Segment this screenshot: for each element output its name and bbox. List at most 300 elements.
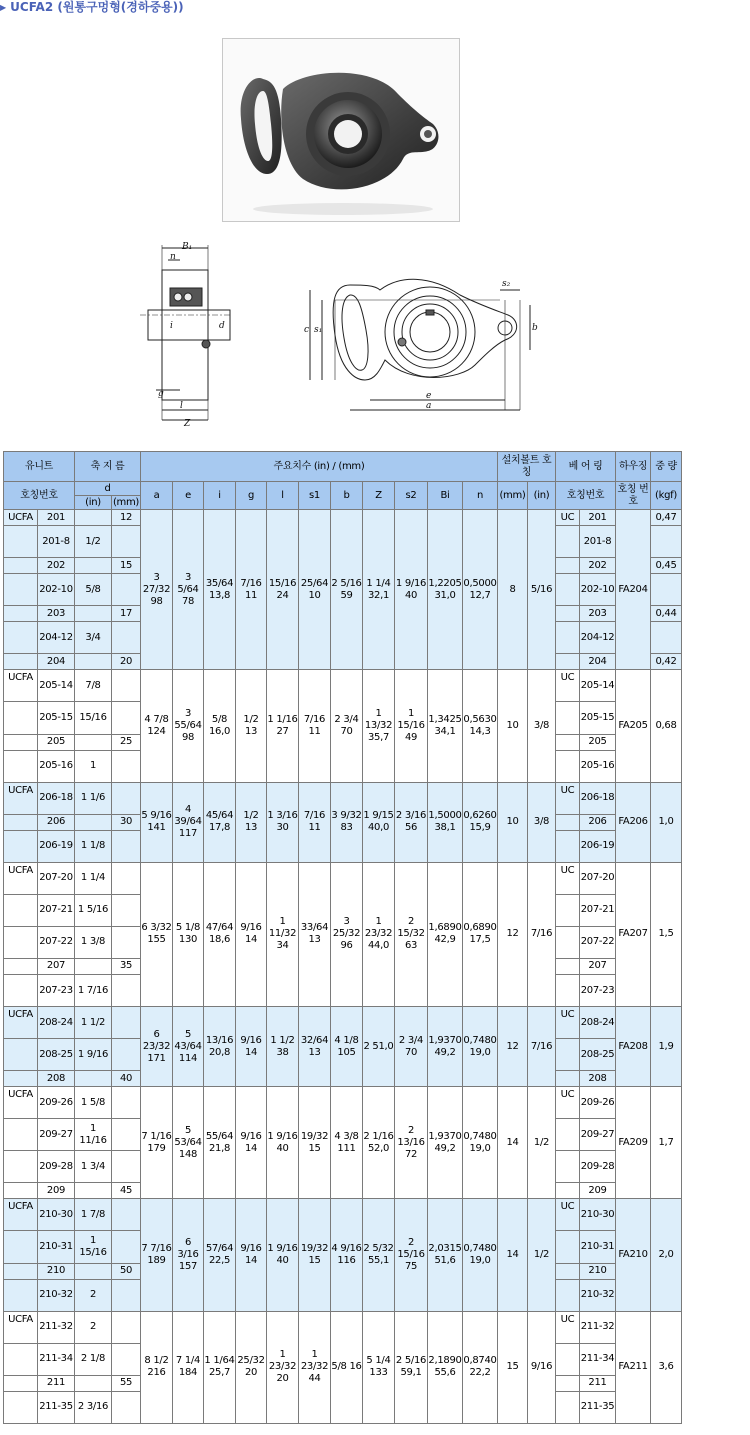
shaft-mm-cell — [112, 1391, 141, 1423]
dim-b-cell: 3 9/32 83 — [331, 782, 363, 862]
unit-prefix-cell — [4, 750, 38, 782]
weight-cell — [651, 526, 682, 558]
shaft-in-cell: 2 — [75, 1279, 112, 1311]
dim-s1-cell: 7/16 11 — [299, 782, 331, 862]
bearing-number-cell: 208-25 — [580, 1039, 616, 1071]
unit-number-cell: 201 — [38, 510, 75, 526]
bearing-prefix-cell: UC — [556, 1007, 580, 1039]
bearing-number-cell: 211-32 — [580, 1311, 616, 1343]
dim-g-cell: 9/16 14 — [236, 1199, 267, 1311]
unit-prefix-cell: UCFA — [4, 510, 38, 526]
unit-prefix-cell — [4, 926, 38, 958]
bearing-prefix-cell — [556, 1343, 580, 1375]
dim-z-cell: 2 1/16 52,0 — [363, 1087, 395, 1199]
bearing-number-cell: 206-18 — [580, 782, 616, 814]
dim-i-cell: 35/64 13,8 — [204, 510, 236, 670]
bearing-prefix-cell: UC — [556, 1087, 580, 1119]
shaft-mm-cell: 20 — [112, 654, 141, 670]
bearing-prefix-cell — [556, 1263, 580, 1279]
shaft-mm-cell — [112, 1311, 141, 1343]
unit-number-cell: 202 — [38, 558, 75, 574]
dim-i-cell: 1 1/64 25,7 — [204, 1311, 236, 1423]
label-z: Z — [184, 419, 191, 429]
dim-i-cell: 13/16 20,8 — [204, 1007, 236, 1087]
dim-s2-cell: 2 5/16 59,1 — [395, 1311, 428, 1423]
unit-number-cell: 208-24 — [38, 1007, 75, 1039]
shaft-mm-cell: 55 — [112, 1375, 141, 1391]
dim-z-cell: 1 1/4 32,1 — [363, 510, 395, 670]
unit-prefix-cell — [4, 734, 38, 750]
header-dim-bi: Bi — [428, 482, 463, 510]
shaft-mm-cell — [112, 750, 141, 782]
bolt-in-cell: 3/8 — [528, 670, 556, 782]
dim-g-cell: 25/32 20 — [236, 1311, 267, 1423]
header-dim-a: a — [141, 482, 173, 510]
dim-s2-cell: 1 15/16 49 — [395, 670, 428, 782]
table-row — [4, 1311, 682, 1343]
shaft-mm-cell: 15 — [112, 558, 141, 574]
bearing-prefix-cell — [556, 1375, 580, 1391]
unit-prefix-cell: UCFA — [4, 670, 38, 702]
weight-cell: 3,6 — [651, 1311, 682, 1423]
bearing-prefix-cell — [556, 830, 580, 862]
bearing-number-cell: 208-24 — [580, 1007, 616, 1039]
bearing-prefix-cell: UC — [556, 1311, 580, 1343]
shaft-mm-cell — [112, 1119, 141, 1151]
dim-z-cell: 1 13/32 35,7 — [363, 670, 395, 782]
bolt-in-cell: 7/16 — [528, 1007, 556, 1087]
bearing-number-cell: 209-27 — [580, 1119, 616, 1151]
dim-b-cell: 3 25/32 96 — [331, 862, 363, 1006]
bearing-number-cell: 207-22 — [580, 926, 616, 958]
unit-prefix-cell: UCFA — [4, 1199, 38, 1231]
unit-number-cell: 207-23 — [38, 974, 75, 1006]
dim-b-cell: 4 9/16 116 — [331, 1199, 363, 1311]
bearing-number-cell: 205-15 — [580, 702, 616, 734]
dim-s1-cell: 25/64 10 — [299, 510, 331, 670]
bearing-prefix-cell: UC — [556, 510, 580, 526]
dim-s1-cell: 33/64 13 — [299, 862, 331, 1006]
unit-number-cell: 205-16 — [38, 750, 75, 782]
dim-z-cell: 2 5/32 55,1 — [363, 1199, 395, 1311]
shaft-mm-cell — [112, 1039, 141, 1071]
dim-g-cell: 9/16 14 — [236, 1087, 267, 1199]
housing-cell: FA204 — [616, 510, 651, 670]
shaft-mm-cell — [112, 1343, 141, 1375]
unit-number-cell: 210 — [38, 1263, 75, 1279]
header-weight-unit: (kgf) — [651, 482, 682, 510]
unit-number-cell: 209-26 — [38, 1087, 75, 1119]
dim-e-cell: 3 5/64 78 — [173, 510, 204, 670]
shaft-in-cell — [75, 1183, 112, 1199]
header-dim-e: e — [173, 482, 204, 510]
bearing-number-cell: 201 — [580, 510, 616, 526]
header-bolt-in: (in) — [528, 482, 556, 510]
shaft-mm-cell — [112, 526, 141, 558]
label-n: n — [170, 252, 176, 262]
shaft-mm-cell: 45 — [112, 1183, 141, 1199]
bearing-prefix-cell — [556, 1391, 580, 1423]
bolt-mm-cell: 12 — [498, 862, 528, 1006]
header-weight: 중 량 — [651, 452, 682, 482]
unit-number-cell: 210-32 — [38, 1279, 75, 1311]
shaft-in-cell: 1 9/16 — [75, 1039, 112, 1071]
bearing-prefix-cell — [556, 958, 580, 974]
shaft-in-cell: 1 11/16 — [75, 1119, 112, 1151]
dim-bi-cell: 1,6890 42,9 — [428, 862, 463, 1006]
dim-e-cell: 5 53/64 148 — [173, 1087, 204, 1199]
bolt-in-cell: 3/8 — [528, 782, 556, 862]
shaft-in-cell — [75, 1375, 112, 1391]
unit-prefix-cell — [4, 558, 38, 574]
table-row — [4, 510, 682, 526]
shaft-mm-cell — [112, 1231, 141, 1263]
shaft-mm-cell: 50 — [112, 1263, 141, 1279]
housing-cell: FA205 — [616, 670, 651, 782]
dim-l-cell: 1 23/32 20 — [267, 1311, 299, 1423]
unit-prefix-cell — [4, 1343, 38, 1375]
header-dim-n: n — [463, 482, 498, 510]
shaft-mm-cell — [112, 622, 141, 654]
dim-i-cell: 45/64 17,8 — [204, 782, 236, 862]
bearing-prefix-cell — [556, 1071, 580, 1087]
unit-number-cell: 208-25 — [38, 1039, 75, 1071]
bearing-number-cell: 209-26 — [580, 1087, 616, 1119]
bearing-number-cell: 202-10 — [580, 574, 616, 606]
header-bearing-number: 호칭번호 — [556, 482, 616, 510]
bearing-prefix-cell — [556, 750, 580, 782]
shaft-in-cell: 1 5/16 — [75, 894, 112, 926]
unit-number-cell: 209 — [38, 1183, 75, 1199]
unit-number-cell: 202-10 — [38, 574, 75, 606]
unit-prefix-cell — [4, 958, 38, 974]
header-bearing: 베 어 링 — [556, 452, 616, 482]
bearing-number-cell: 202 — [580, 558, 616, 574]
shaft-in-cell: 1 5/8 — [75, 1087, 112, 1119]
label-s2: s₂ — [502, 279, 511, 289]
dim-g-cell: 1/2 13 — [236, 782, 267, 862]
unit-number-cell: 206-19 — [38, 830, 75, 862]
dim-bi-cell: 1,9370 49,2 — [428, 1087, 463, 1199]
shaft-in-cell — [75, 654, 112, 670]
bearing-prefix-cell — [556, 1183, 580, 1199]
unit-number-cell: 211-34 — [38, 1343, 75, 1375]
housing-cell: FA207 — [616, 862, 651, 1006]
dimension-drawing — [130, 240, 550, 430]
unit-prefix-cell — [4, 654, 38, 670]
unit-prefix-cell: UCFA — [4, 862, 38, 894]
dim-a-cell: 8 1/2 216 — [141, 1311, 173, 1423]
bearing-prefix-cell — [556, 1119, 580, 1151]
shaft-mm-cell: 30 — [112, 814, 141, 830]
weight-cell: 0,45 — [651, 558, 682, 574]
shaft-mm-cell — [112, 926, 141, 958]
bolt-in-cell: 7/16 — [528, 862, 556, 1006]
unit-number-cell: 205-14 — [38, 670, 75, 702]
bearing-prefix-cell — [556, 1231, 580, 1263]
bearing-number-cell: 205-16 — [580, 750, 616, 782]
bearing-prefix-cell — [556, 1039, 580, 1071]
bearing-prefix-cell — [556, 702, 580, 734]
dim-g-cell: 9/16 14 — [236, 862, 267, 1006]
header-d: d — [75, 482, 141, 496]
shaft-in-cell — [75, 958, 112, 974]
bearing-prefix-cell — [556, 1279, 580, 1311]
header-unit-number: 호칭번호 — [4, 482, 75, 510]
unit-number-cell: 201-8 — [38, 526, 75, 558]
unit-prefix-cell — [4, 1375, 38, 1391]
dim-g-cell: 7/16 11 — [236, 510, 267, 670]
dim-n-cell: 0,7480 19,0 — [463, 1087, 498, 1199]
dim-l-cell: 1 1/2 38 — [267, 1007, 299, 1087]
dim-bi-cell: 1,5000 38,1 — [428, 782, 463, 862]
shaft-in-cell — [75, 814, 112, 830]
dim-i-cell: 47/64 18,6 — [204, 862, 236, 1006]
bolt-in-cell: 5/16 — [528, 510, 556, 670]
unit-number-cell: 207-22 — [38, 926, 75, 958]
housing-cell: FA209 — [616, 1087, 651, 1199]
label-s1: s₁ — [314, 325, 323, 335]
unit-prefix-cell — [4, 622, 38, 654]
shaft-in-cell: 2 3/16 — [75, 1391, 112, 1423]
shaft-mm-cell: 25 — [112, 734, 141, 750]
unit-number-cell: 205-15 — [38, 702, 75, 734]
bearing-number-cell: 207-20 — [580, 862, 616, 894]
dim-g-cell: 9/16 14 — [236, 1007, 267, 1087]
bearing-prefix-cell — [556, 622, 580, 654]
dim-bi-cell: 1,3425 34,1 — [428, 670, 463, 782]
shaft-mm-cell — [112, 1087, 141, 1119]
dim-l-cell: 1 1/16 27 — [267, 670, 299, 782]
dim-s1-cell: 1 23/32 44 — [299, 1311, 331, 1423]
unit-prefix-cell — [4, 1039, 38, 1071]
dim-z-cell: 1 9/15 40,0 — [363, 782, 395, 862]
dim-n-cell: 0,6260 15,9 — [463, 782, 498, 862]
bearing-number-cell: 209-28 — [580, 1151, 616, 1183]
table-row — [4, 782, 682, 814]
dim-z-cell: 1 23/32 44,0 — [363, 862, 395, 1006]
bearing-number-cell: 206 — [580, 814, 616, 830]
bearing-number-cell: 210-31 — [580, 1231, 616, 1263]
header-d-mm: (mm) — [112, 496, 141, 510]
bearing-number-cell: 209 — [580, 1183, 616, 1199]
dim-n-cell: 0,7480 19,0 — [463, 1007, 498, 1087]
bearing-number-cell: 201-8 — [580, 526, 616, 558]
unit-number-cell: 207 — [38, 958, 75, 974]
bearing-prefix-cell — [556, 654, 580, 670]
shaft-in-cell: 1 — [75, 750, 112, 782]
unit-prefix-cell — [4, 526, 38, 558]
header-housing: 하우징 — [616, 452, 651, 482]
weight-cell: 1,7 — [651, 1087, 682, 1199]
header-dim-l: l — [267, 482, 299, 510]
shaft-in-cell: 15/16 — [75, 702, 112, 734]
dim-s2-cell: 1 9/16 40 — [395, 510, 428, 670]
dim-s1-cell: 7/16 11 — [299, 670, 331, 782]
shaft-mm-cell: 12 — [112, 510, 141, 526]
bearing-number-cell: 211 — [580, 1375, 616, 1391]
unit-number-cell: 210-30 — [38, 1199, 75, 1231]
unit-number-cell: 211 — [38, 1375, 75, 1391]
unit-number-cell: 211-32 — [38, 1311, 75, 1343]
header-d-in: (in) — [75, 496, 112, 510]
bearing-prefix-cell — [556, 574, 580, 606]
bearing-number-cell: 208 — [580, 1071, 616, 1087]
bearing-prefix-cell: UC — [556, 862, 580, 894]
unit-number-cell: 204 — [38, 654, 75, 670]
dim-g-cell: 1/2 13 — [236, 670, 267, 782]
label-e: e — [426, 391, 432, 401]
unit-number-cell: 208 — [38, 1071, 75, 1087]
weight-cell: 1,5 — [651, 862, 682, 1006]
table-row — [4, 1199, 682, 1231]
bearing-photo-illustration — [223, 39, 459, 221]
dim-bi-cell: 1,2205 31,0 — [428, 510, 463, 670]
table-row — [4, 670, 682, 702]
dim-s1-cell: 19/32 15 — [299, 1087, 331, 1199]
bearing-number-cell: 203 — [580, 606, 616, 622]
unit-prefix-cell: UCFA — [4, 1087, 38, 1119]
bearing-number-cell: 211-35 — [580, 1391, 616, 1423]
shaft-in-cell: 3/4 — [75, 622, 112, 654]
dim-s2-cell: 2 3/4 70 — [395, 1007, 428, 1087]
unit-prefix-cell — [4, 1231, 38, 1263]
housing-cell: FA210 — [616, 1199, 651, 1311]
header-housing-number: 호칭 번호 — [616, 482, 651, 510]
shaft-mm-cell: 17 — [112, 606, 141, 622]
shaft-in-cell — [75, 558, 112, 574]
bearing-number-cell: 210 — [580, 1263, 616, 1279]
dim-s1-cell: 32/64 13 — [299, 1007, 331, 1087]
bearing-number-cell: 210-30 — [580, 1199, 616, 1231]
dim-b-cell: 4 3/8 111 — [331, 1087, 363, 1199]
weight-cell: 0,47 — [651, 510, 682, 526]
label-l: l — [180, 401, 183, 411]
shaft-mm-cell — [112, 1007, 141, 1039]
shaft-in-cell: 2 1/8 — [75, 1343, 112, 1375]
bearing-prefix-cell — [556, 974, 580, 1006]
housing-cell: FA206 — [616, 782, 651, 862]
shaft-mm-cell — [112, 1151, 141, 1183]
unit-prefix-cell — [4, 894, 38, 926]
bearing-number-cell: 205 — [580, 734, 616, 750]
label-d: d — [219, 321, 225, 331]
weight-cell: 0,68 — [651, 670, 682, 782]
dim-a-cell: 3 27/32 98 — [141, 510, 173, 670]
dim-s2-cell: 2 13/16 72 — [395, 1087, 428, 1199]
unit-number-cell: 204-12 — [38, 622, 75, 654]
unit-prefix-cell — [4, 814, 38, 830]
table-row — [4, 1087, 682, 1119]
shaft-in-cell: 1 1/4 — [75, 862, 112, 894]
shaft-in-cell: 1 1/2 — [75, 1007, 112, 1039]
bearing-prefix-cell: UC — [556, 1199, 580, 1231]
dim-n-cell: 0,5000 12,7 — [463, 510, 498, 670]
shaft-in-cell: 1 3/4 — [75, 1151, 112, 1183]
bearing-prefix-cell: UC — [556, 670, 580, 702]
unit-number-cell: 206-18 — [38, 782, 75, 814]
bearing-prefix-cell — [556, 734, 580, 750]
unit-number-cell: 206 — [38, 814, 75, 830]
header-dim-s2: s2 — [395, 482, 428, 510]
dim-n-cell: 0,8740 22,2 — [463, 1311, 498, 1423]
dim-s2-cell: 2 3/16 56 — [395, 782, 428, 862]
unit-prefix-cell — [4, 1279, 38, 1311]
unit-number-cell: 209-28 — [38, 1151, 75, 1183]
dim-e-cell: 5 1/8 130 — [173, 862, 204, 1006]
unit-prefix-cell — [4, 1183, 38, 1199]
dim-z-cell: 5 1/4 133 — [363, 1311, 395, 1423]
bolt-mm-cell: 10 — [498, 670, 528, 782]
dim-e-cell: 6 3/16 157 — [173, 1199, 204, 1311]
bearing-prefix-cell — [556, 558, 580, 574]
shaft-mm-cell — [112, 894, 141, 926]
bearing-prefix-cell — [556, 526, 580, 558]
dim-b-cell: 5/8 16 — [331, 1311, 363, 1423]
dim-a-cell: 5 9/16 141 — [141, 782, 173, 862]
bolt-mm-cell: 15 — [498, 1311, 528, 1423]
page-title-text: UCFA2 (원통구멍형(경하중용)) — [10, 0, 184, 14]
unit-prefix-cell — [4, 1263, 38, 1279]
weight-cell: 1,9 — [651, 1007, 682, 1087]
dim-l-cell: 1 11/32 34 — [267, 862, 299, 1006]
shaft-in-cell: 1 3/8 — [75, 926, 112, 958]
bearing-prefix-cell — [556, 814, 580, 830]
shaft-in-cell: 1 7/8 — [75, 1199, 112, 1231]
bolt-in-cell: 1/2 — [528, 1199, 556, 1311]
dim-i-cell: 55/64 21,8 — [204, 1087, 236, 1199]
shaft-mm-cell: 35 — [112, 958, 141, 974]
label-c: c — [304, 325, 310, 335]
header-mounting-bolt: 설치볼트 호 칭 — [498, 452, 556, 482]
unit-prefix-cell — [4, 974, 38, 1006]
unit-number-cell: 205 — [38, 734, 75, 750]
shaft-mm-cell: 40 — [112, 1071, 141, 1087]
header-main-dimensions: 주요치수 (in) / (mm) — [141, 452, 498, 482]
bearing-prefix-cell — [556, 894, 580, 926]
dim-a-cell: 7 7/16 189 — [141, 1199, 173, 1311]
page-title — [0, 0, 184, 16]
header-dim-b: b — [331, 482, 363, 510]
bearing-number-cell: 204-12 — [580, 622, 616, 654]
unit-prefix-cell: UCFA — [4, 1311, 38, 1343]
table-row — [4, 1007, 682, 1039]
shaft-mm-cell — [112, 670, 141, 702]
housing-cell: FA208 — [616, 1007, 651, 1087]
dim-l-cell: 1 9/16 40 — [267, 1199, 299, 1311]
table-row — [4, 862, 682, 894]
header-dim-z: Z — [363, 482, 395, 510]
unit-number-cell: 209-27 — [38, 1119, 75, 1151]
header-dim-g: g — [236, 482, 267, 510]
shaft-in-cell: 1 15/16 — [75, 1231, 112, 1263]
dim-a-cell: 6 3/32 155 — [141, 862, 173, 1006]
shaft-mm-cell — [112, 702, 141, 734]
shaft-in-cell: 7/8 — [75, 670, 112, 702]
label-g: g — [158, 389, 164, 399]
label-i: i — [170, 321, 173, 331]
shaft-in-cell: 1 7/16 — [75, 974, 112, 1006]
header-unit: 유니트 — [4, 452, 75, 482]
dim-l-cell: 1 9/16 40 — [267, 1087, 299, 1199]
dim-i-cell: 5/8 16,0 — [204, 670, 236, 782]
unit-prefix-cell — [4, 606, 38, 622]
header-dim-i: i — [204, 482, 236, 510]
dim-a-cell: 4 7/8 124 — [141, 670, 173, 782]
bearing-prefix-cell — [556, 606, 580, 622]
dim-b-cell: 4 1/8 105 — [331, 1007, 363, 1087]
label-a: a — [426, 401, 432, 411]
